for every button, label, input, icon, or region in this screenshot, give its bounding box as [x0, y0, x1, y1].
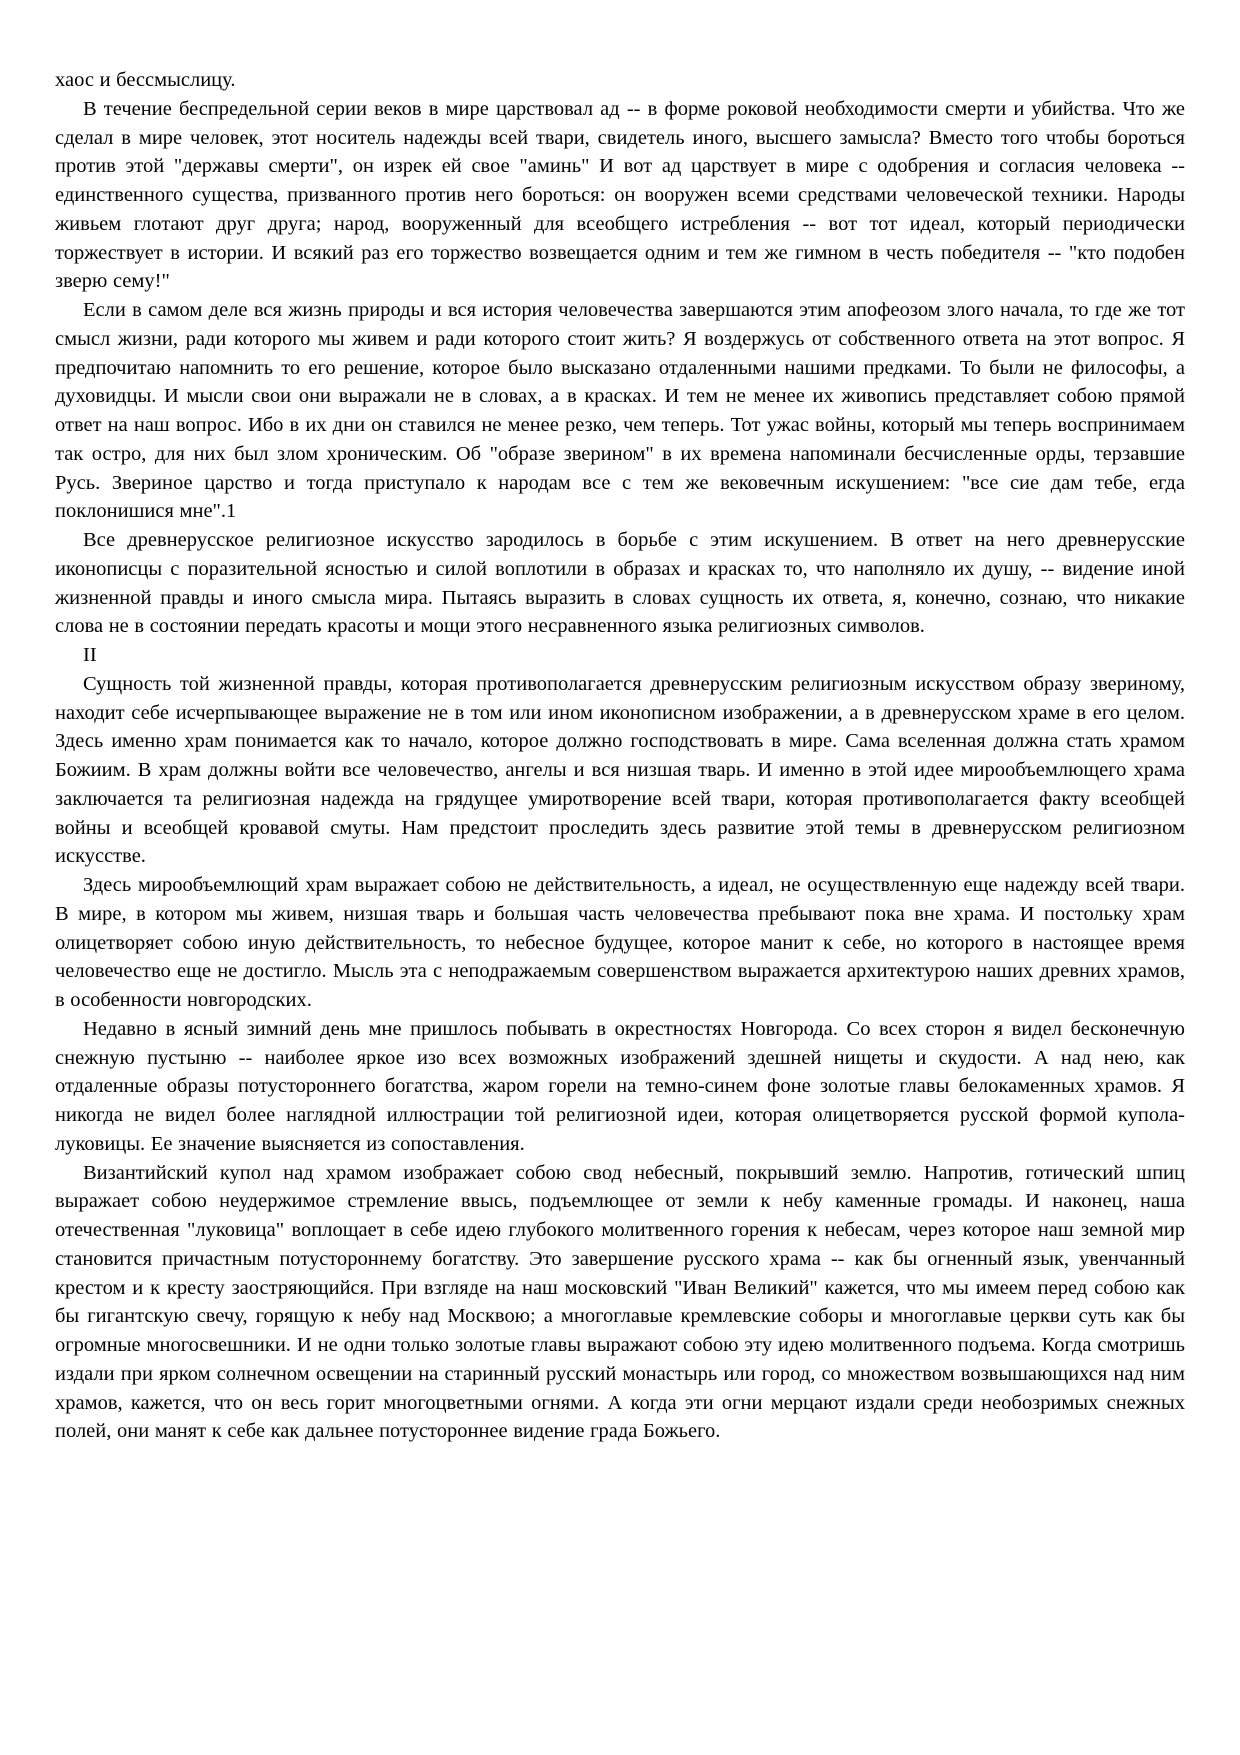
paragraph: Византийский купол над храмом изображает собою свод небесный, покрывший землю. Напротив, готический шпиц выражает собою неудержимое стремление ввысь, подъемлющее от земли к небу каменные громады. И наконец, наша отечественная "луковица" воплощает в себе идею глубокого молитвенного горения к небесам, через которое наш земной мир становится причастным потустороннему богатству. Это завершение русского храма -- как бы огненный язык, увенчанный крестом и к кресту заостряющийся. При взгляде на наш московский "Иван Великий" кажется, что мы имеем перед собою как бы гигантскую свечу, горящую к небу над Москвою; а многоглавые кремлевские соборы и многоглавые церкви суть как бы огромные многосвешники. И не одни только золотые главы выражают собою эту идею молитвенного подъема. Когда смотришь издали при ярком солнечном освещении на старинный русский монастырь или город, со множеством возвышающихся над ним храмов, кажется, что он весь горит многоцветными огнями. А когда эти огни мерцают издали среди необозримых снежных полей, они манят к себе как дальнее потустороннее видение града Божьего. — [55, 1161, 1185, 1443]
paragraph: В течение беспредельной серии веков в мире царствовал ад -- в форме роковой необходимости смерти и убийства. Что же сделал в мире человек, этот носитель надежды всей твари, свидетель иного, высшего замысла? Вместо того чтобы бороться против этой "державы смерти", он изрек ей свое "аминь" И вот ад царствует в мире с одобрения и согласия человека -- единственного существа, призванного против него бороться: он вооружен всеми средствами человеческой техники. Народы живьем глотают друг друга; народ, вооруженный для всеобщего истребления -- вот тот идеал, который периодически торжествует в истории. И всякий раз его торжество возвещается одним и тем же гимном в честь победителя -- "кто подобен зверю сему!" — [55, 97, 1185, 293]
paragraph: Все древнерусское религиозное искусство зародилось в борьбе с этим искушением. В ответ на него древнерусские иконописцы с поразительной ясностью и силой воплотили в образах и красках то, что наполняло их душу, -- видение иной жизненной правды и иного смысла мира. Пытаясь выразить в словах сущность их ответа, я, конечно, сознаю, что никакие слова не в состоянии передать красоты и мощи этого несравненного языка религиозных символов. — [55, 529, 1185, 638]
paragraph: Если в самом деле вся жизнь природы и вся история человечества завершаются этим апофеозом злого начала, то где же тот смысл жизни, ради которого мы живем и ради которого стоит жить? Я воздержусь от собственного ответа на этот вопрос. Я предпочитаю напомнить то его решение, которое было высказано отдаленными нашими предками. То были не философы, а духовидцы. И мысли свои они выражали не в словах, а в красках. И тем не менее их живопись представляет собою прямой ответ на наш вопрос. Ибо в их дни он ставился не менее резко, чем теперь. Тот ужас войны, который мы теперь воспринимаем так остро, для них был злом хроническим. Об "образе зверином" в их времена напоминали бесчисленные орды, терзавшие Русь. Звериное царство и тогда приступало к народам все с тем же вековечным искушением: "все сие дам тебе, егда поклонишися мне".1 — [55, 299, 1185, 523]
paragraph: Сущность той жизненной правды, которая противополагается древнерусским религиозным искусством образу звериному, находит себе исчерпывающее выражение не в том или ином иконописном изображении, а в древнерусском храме в его целом. Здесь именно храм понимается как то начало, которое должно господствовать в мире. Сама вселенная должна стать храмом Божиим. В храм должны войти все человечество, ангелы и вся низшая тварь. И именно в этой идее мирообъемлющего храма заключается та религиозная надежда на грядущее умиротворение всей твари, которая противополагается факту всеобщей войны и всеобщей кровавой смуты. Нам предстоит проследить здесь развитие этой темы в древнерусском религиозном искусстве. — [55, 672, 1185, 868]
section-heading: II — [83, 644, 97, 666]
paragraph: Здесь мирообъемлющий храм выражает собою не действительность, а идеал, не осуществленную еще надежду всей твари. В мире, в котором мы живем, низшая тварь и большая часть человечества пребывают пока вне храма. И постольку храм олицетворяет собою иную действительность, то небесное будущее, которое манит к себе, но которого в настоящее время человечество еще не достигло. Мысль эта с неподражаемым совершенством выражается архитектурою наших древних храмов, в особенности новгородских. — [55, 874, 1185, 1011]
paragraph: Недавно в ясный зимний день мне пришлось побывать в окрестностях Новгорода. Со всех сторон я видел бесконечную снежную пустыню -- наиболее яркое изо всех возможных изображений здешней нищеты и скудости. А над нею, как отдаленные образы потустороннего богатства, жаром горели на темно-синем фоне золотые главы белокаменных храмов. Я никогда не видел более наглядной иллюстрации той религиозной идеи, которая олицетворяется русской формой купола-луковицы. Ее значение выясняется из сопоставления. — [55, 1017, 1185, 1155]
paragraph-continuation: хаос и бессмыслицу. — [55, 69, 236, 91]
